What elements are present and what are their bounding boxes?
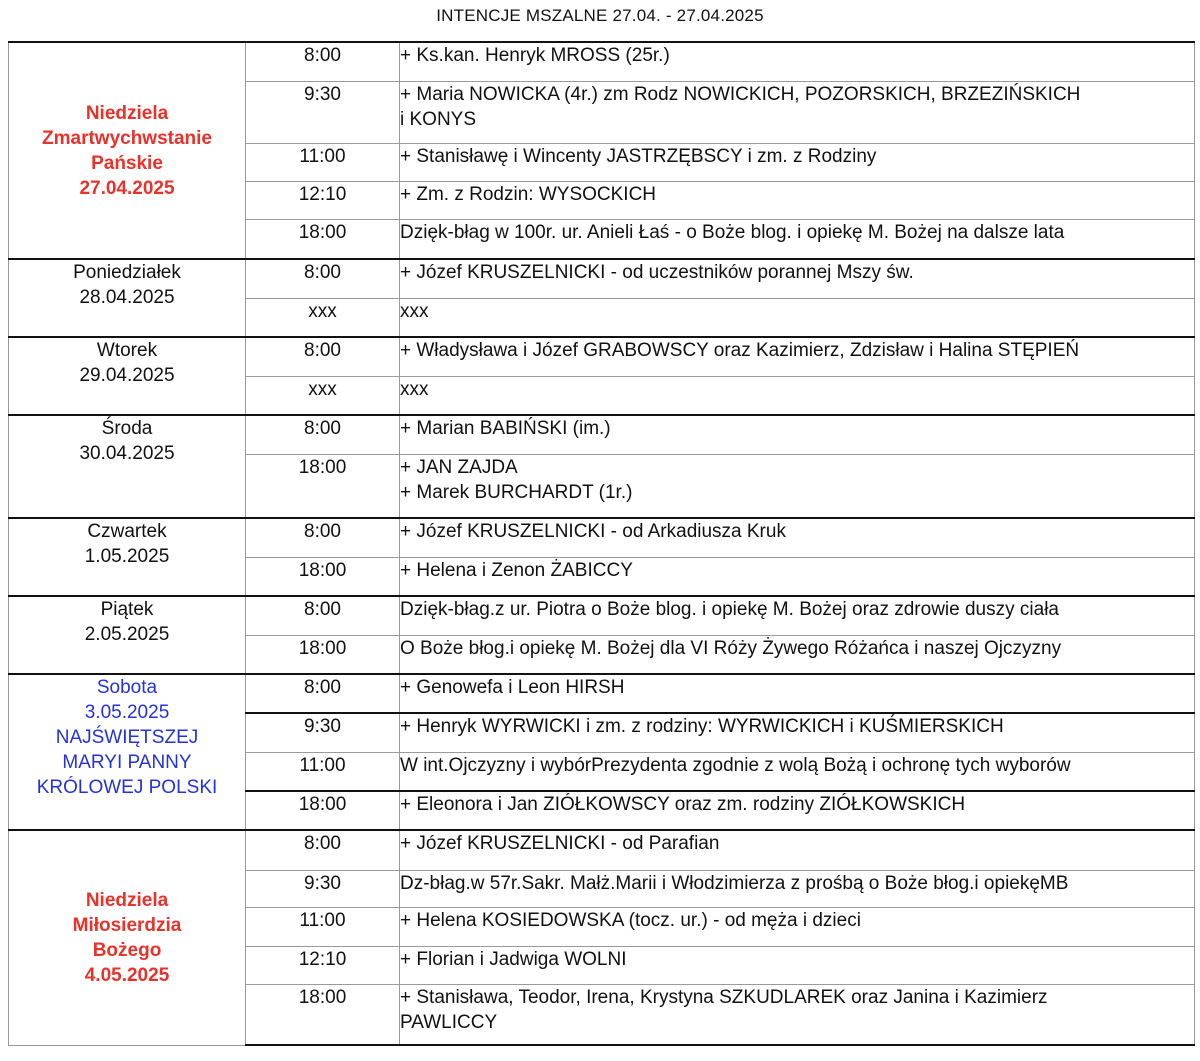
day-label: Miłosierdzia <box>72 914 182 936</box>
day-label: Pańskie <box>91 152 163 174</box>
mass-time: 12:10 <box>246 181 400 219</box>
day-label: Bożego <box>92 939 162 961</box>
mass-time: 9:30 <box>246 870 400 907</box>
mass-time: 8:00 <box>246 42 400 81</box>
intention-line: + Marian BABIŃSKI (im.) <box>400 418 611 439</box>
table-row <box>9 596 1195 635</box>
day-cell <box>9 42 246 259</box>
day-cell <box>9 518 246 596</box>
intention-line: + Stanisławę i Wincenty JASTRZĘBSCY i zm. z Rodziny <box>400 145 877 167</box>
mass-intention <box>400 415 1195 454</box>
mass-intention <box>400 870 1195 907</box>
day-date: 27.04.2025 <box>79 177 175 199</box>
intention-line: W int.Ojczyzny i wybórPrezydenta zgodnie z wolą Bożą i ochronę tych wyborów <box>400 754 1071 776</box>
day-cell <box>9 830 246 1045</box>
intention-line: + Maria NOWICKA (4r.) zm Rodz NOWICKICH, POZORSKICH, BRZEZIŃSKICH <box>400 83 1081 105</box>
mass-time: 18:00 <box>246 454 400 518</box>
day-date: 4.05.2025 <box>84 964 170 986</box>
mass-time: xxx <box>246 376 400 415</box>
day-label: Czwartek <box>87 521 167 542</box>
day-date: 30.04.2025 <box>79 443 175 464</box>
mass-time: 9:30 <box>246 713 400 752</box>
mass-time: xxx <box>246 298 400 337</box>
day-date: 28.04.2025 <box>79 287 175 308</box>
intention-line: + JAN ZAJDA <box>400 456 518 478</box>
day-label: Wtorek <box>96 340 158 361</box>
mass-intention <box>400 143 1195 181</box>
intention-line: + Henryk WYRWICKI i zm. z rodziny: WYRWICKICH i KUŚMIERSKICH <box>400 716 1004 737</box>
mass-intention <box>400 518 1195 557</box>
table-row <box>9 337 1195 376</box>
mass-time: 8:00 <box>246 337 400 376</box>
day-cell <box>9 259 246 337</box>
table-row <box>9 42 1195 81</box>
intention-line: + Florian i Jadwiga WOLNI <box>400 948 627 970</box>
day-date: 1.05.2025 <box>84 546 170 567</box>
intention-line: + Helena KOSIEDOWSKA (tocz. ur.) - od męża i dzieci <box>400 909 861 931</box>
day-label: Sobota <box>96 677 158 698</box>
mass-time: 12:10 <box>246 946 400 984</box>
day-label: Środa <box>101 418 153 439</box>
mass-intention <box>400 752 1195 791</box>
mass-intentions-table <box>8 41 1195 1046</box>
intention-line: + Genowefa i Leon HIRSH <box>400 677 625 698</box>
mass-time: 18:00 <box>246 791 400 830</box>
day-cell <box>9 596 246 674</box>
mass-time: 18:00 <box>246 635 400 674</box>
table-row <box>9 415 1195 454</box>
mass-intention <box>400 42 1195 81</box>
intention-line: + Marek BURCHARDT (1r.) <box>400 481 633 503</box>
mass-intention <box>400 907 1195 946</box>
mass-intention <box>400 713 1195 752</box>
mass-intention <box>400 337 1195 376</box>
mass-intention <box>400 454 1195 518</box>
mass-time: 18:00 <box>246 219 400 259</box>
page-title: INTENCJE MSZALNE 27.04. - 27.04.2025 <box>436 6 764 25</box>
intention-line: PAWLICCY <box>400 1011 498 1033</box>
intention-line: + Eleonora i Jan ZIÓŁKOWSCY oraz zm. rodziny ZIÓŁKOWSKICH <box>400 794 966 815</box>
intention-line: + Stanisława, Teodor, Irena, Krystyna SZKUDLAREK oraz Janina i Kazimierz <box>400 986 1048 1008</box>
mass-intention <box>400 946 1195 984</box>
mass-time: 8:00 <box>246 415 400 454</box>
day-label: MARYI PANNY <box>62 752 192 773</box>
mass-time: 8:00 <box>246 259 400 298</box>
mass-intention <box>400 81 1195 143</box>
day-label: Poniedziałek <box>73 262 181 283</box>
mass-intention <box>400 830 1195 870</box>
intention-line: Dzięk-błag.z ur. Piotra o Boże blog. i opiekę M. Bożej oraz zdrowie duszy ciała <box>400 599 1059 620</box>
day-label: Piątek <box>100 599 154 620</box>
mass-time: 11:00 <box>246 752 400 791</box>
day-label: Niedziela <box>85 102 169 124</box>
mass-intention <box>400 557 1195 596</box>
table-body <box>9 42 1195 1045</box>
intention-line: + Ks.kan. Henryk MROSS (25r.) <box>400 45 670 66</box>
mass-intention <box>400 674 1195 713</box>
intention-line: + Władysława i Józef GRABOWSCY oraz Kazimierz, Zdzisław i Halina STĘPIEŃ <box>400 340 1080 361</box>
intention-line: O Boże błog.i opiekę M. Bożej dla VI Róży Żywego Różańca i naszej Ojczyzny <box>400 637 1062 659</box>
intention-line: + Józef KRUSZELNICKI - od Arkadiusza Kruk <box>400 521 786 542</box>
intention-line: + Józef KRUSZELNICKI - od uczestników porannej Mszy św. <box>400 262 914 283</box>
day-cell <box>9 337 246 415</box>
table-row <box>9 674 1195 713</box>
mass-intention <box>400 219 1195 259</box>
mass-intention <box>400 984 1195 1045</box>
table-row <box>9 518 1195 557</box>
intention-line: + Zm. z Rodzin: WYSOCKICH <box>400 183 657 205</box>
intention-line: Dzięk-błag w 100r. ur. Anieli Łaś - o Boże blog. i opiekę M. Bożej na dalsze lata <box>400 221 1065 243</box>
mass-time: 8:00 <box>246 674 400 713</box>
mass-intention <box>400 376 1195 415</box>
day-label: NAJŚWIĘTSZEJ <box>55 727 199 748</box>
mass-intention <box>400 259 1195 298</box>
mass-time: 18:00 <box>246 984 400 1045</box>
mass-intention <box>400 596 1195 635</box>
mass-intention <box>400 635 1195 674</box>
intention-line: Dz-błag.w 57r.Sakr. Małż.Marii i Włodzimierza z prośbą o Boże błog.i opiekęMB <box>400 872 1069 894</box>
table-row <box>9 830 1195 870</box>
intention-line: + Józef KRUSZELNICKI - od Parafian <box>400 833 720 854</box>
day-cell <box>9 415 246 518</box>
day-date: 2.05.2025 <box>84 624 170 645</box>
table-row <box>9 259 1195 298</box>
day-label: Niedziela <box>85 889 169 911</box>
mass-time: 11:00 <box>246 143 400 181</box>
mass-time: 11:00 <box>246 907 400 946</box>
mass-intention <box>400 791 1195 830</box>
day-label: Zmartwychwstanie <box>42 127 212 149</box>
day-date: 29.04.2025 <box>79 365 175 386</box>
intention-line: xxx <box>400 378 429 400</box>
mass-time: 8:00 <box>246 518 400 557</box>
mass-time: 18:00 <box>246 557 400 596</box>
mass-intention <box>400 181 1195 219</box>
intention-line: i KONYS <box>400 108 477 130</box>
mass-intention <box>400 298 1195 337</box>
mass-time: 9:30 <box>246 81 400 143</box>
intention-line: xxx <box>400 300 429 322</box>
mass-time: 8:00 <box>246 596 400 635</box>
day-cell <box>9 674 246 830</box>
mass-time: 8:00 <box>246 830 400 870</box>
day-label: 3.05.2025 <box>84 702 170 723</box>
day-label: KRÓLOWEJ POLSKI <box>36 777 218 798</box>
intention-line: + Helena i Zenon ŻABICCY <box>400 559 633 581</box>
